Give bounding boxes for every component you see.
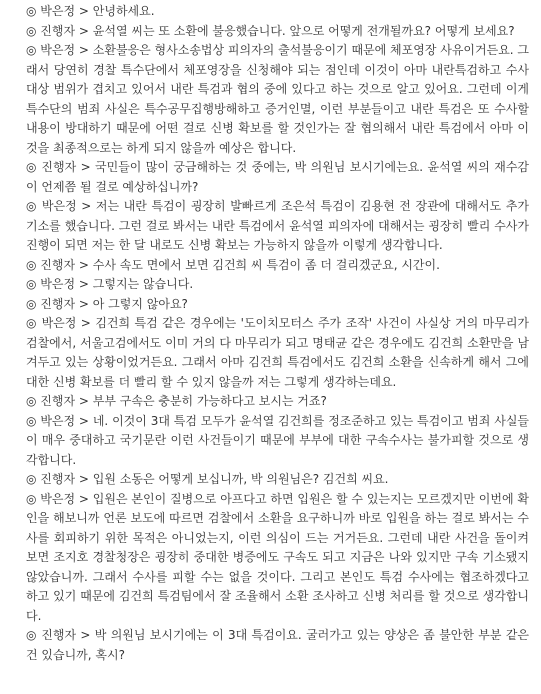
- speech-text: 윤석열 씨는 또 소환에 불응했습니다. 앞으로 어떻게 전개될까요? 어떻게 보세요?: [92, 23, 515, 38]
- transcript-line: [26, 412, 529, 471]
- speaker-label: ◎ 진행자 >: [26, 160, 91, 174]
- transcript-line: [26, 2, 529, 22]
- speaker-label: ◎ 박은정 >: [26, 199, 92, 213]
- speaker-label: ◎ 박은정 >: [26, 316, 91, 330]
- speech-text: 저는 내란 특검이 굉장히 발빠르게 조은석 특검이 김용현 전 장관에 대해서도 추가 기소를 했습니다. 그런 걸로 봐서는 내란 특검에서 윤석열 피의자에 대해서는 굉장히 빨리 수사가 진행이 되면 저는 한 달 내로도 신병 확보는 가능하지 않을까 이렇게 생각합니다.: [26, 199, 529, 252]
- speaker-label: ◎ 진행자 >: [26, 472, 89, 486]
- transcript-line: [26, 490, 529, 627]
- transcript-line: [26, 470, 529, 490]
- speaker-label: ◎ 진행자 >: [26, 23, 89, 38]
- transcript-line: [26, 158, 529, 197]
- speaker-label: ◎ 진행자 >: [26, 628, 91, 642]
- speaker-label: ◎ 진행자 >: [26, 257, 89, 272]
- speech-text: 입원은 본인이 질병으로 아프다고 하면 입원은 할 수 있는지는 모르겠지만 이번에 확인을 해보니까 언론 보도에 따르면 검찰에서 소환을 요구하니까 바로 입원을 하는 걸로 봐서는 수사를 회피하기 위한 목적은 아니었는지, 이런 의심이 드는 거거든요. 그런데 내란 사건을 돌이켜보면 조지호 경찰청장은 굉장히 중대한 병증에도 구속도 되고 지금은 나와 있지만 구속 기소됐지 않았습니까. 그래서 수사를 피할 수는 없을 것이다. 그리고 본인도 특검 수사에는 협조하겠다고 하고 있기 때문에 김건희 특검팀에서 잘 조율해서 소환 조사하고 신병 처리를 할 것으로 생각합니다.: [26, 491, 529, 623]
- speech-text: 아 그렇지 않아요?: [92, 296, 188, 311]
- speech-text: 박 의원님 보시기에는 이 3대 특검이요. 굴러가고 있는 양상은 좀 불안한 부분 같은 건 있습니까, 혹시?: [26, 628, 529, 662]
- speech-text: 김건희 특검 같은 경우에는 '도이치모터스 주가 조작' 사건이 사실상 거의 마무리가 검찰에서, 서울고검에서도 이미 거의 다 마무리가 되고 명태균 같은 경우에도 김건희 소환만을 남겨두고 있는 상황이었거든요. 그래서 아마 김건희 특검에서도 김건희 소환을 신속하게 해서 그에 대한 신병 확보를 더 빨리 할 수 있지 않을까 저는 그렇게 생각하는데요.: [26, 316, 530, 389]
- transcript-line: [26, 41, 529, 158]
- speech-text: 네. 이것이 3대 특검 모두가 윤석열 김건희를 정조준하고 있는 특검이고 범죄 사실들이 매우 중대하고 국기문란 이런 사건들이기 때문에 부부에 대한 구속수사는 불가피할 것으로 생각합니다.: [26, 413, 529, 467]
- speaker-label: ◎ 박은정 >: [26, 491, 89, 506]
- transcript-line: [26, 295, 529, 315]
- speaker-label: ◎ 진행자 >: [26, 394, 89, 408]
- transcript-line: [26, 275, 529, 295]
- transcript-line: [26, 314, 529, 392]
- speech-text: 소환불응은 형사소송법상 피의자의 출석불응이기 때문에 체포영장 사유이거든요. 그래서 당연히 경찰 특수단에서 체포영장을 신청해야 되는 점인데 이것이 아마 내란특검하고 수사 대상 범위가 겹치고 있어서 내란 특검과 협의 중에 있다고 하는 것으로 알고 있어요. 그런데 이게 특수단의 범죄 사실은 특수공무집행방해하고 증거인멸, 이런 부분들이고 내란 특검은 또 수사할 내용이 방대하기 때문에 어떤 걸로 신병 확보를 할 것인가는 잘 협의해서 내란 특검에서 아마 이것을 최종적으로는 하게 되지 않을까 예상은 합니다.: [26, 43, 530, 155]
- speech-text: 부부 구속은 충분히 가능하다고 보시는 거죠?: [92, 394, 327, 408]
- speaker-label: ◎ 박은정 >: [26, 413, 89, 428]
- speech-text: 안녕하세요.: [92, 4, 155, 18]
- transcript-line: [26, 626, 529, 665]
- speech-text: 수사 속도 면에서 보면 김건희 씨 특검이 좀 더 걸리겠군요, 시간이.: [92, 257, 440, 272]
- speech-text: 국민들이 많이 궁금해하는 것 중에는, 박 의원님 보시기에는요. 윤석열 씨의 재수감이 언제쯤 될 걸로 예상하십니까?: [26, 160, 530, 194]
- speaker-label: ◎ 박은정 >: [26, 4, 89, 18]
- speech-text: 입원 소동은 어떻게 보십니까, 박 의원님은? 김건희 씨요.: [92, 472, 389, 486]
- transcript-line: [26, 197, 529, 256]
- speech-text: 그렇지는 않습니다.: [92, 277, 194, 291]
- speaker-label: ◎ 진행자 >: [26, 296, 89, 311]
- transcript-line: [26, 392, 529, 412]
- speaker-label: ◎ 박은정 >: [26, 277, 89, 291]
- transcript-line: [26, 22, 529, 42]
- speaker-label: ◎ 박은정 >: [26, 43, 89, 57]
- transcript-line: [26, 256, 529, 276]
